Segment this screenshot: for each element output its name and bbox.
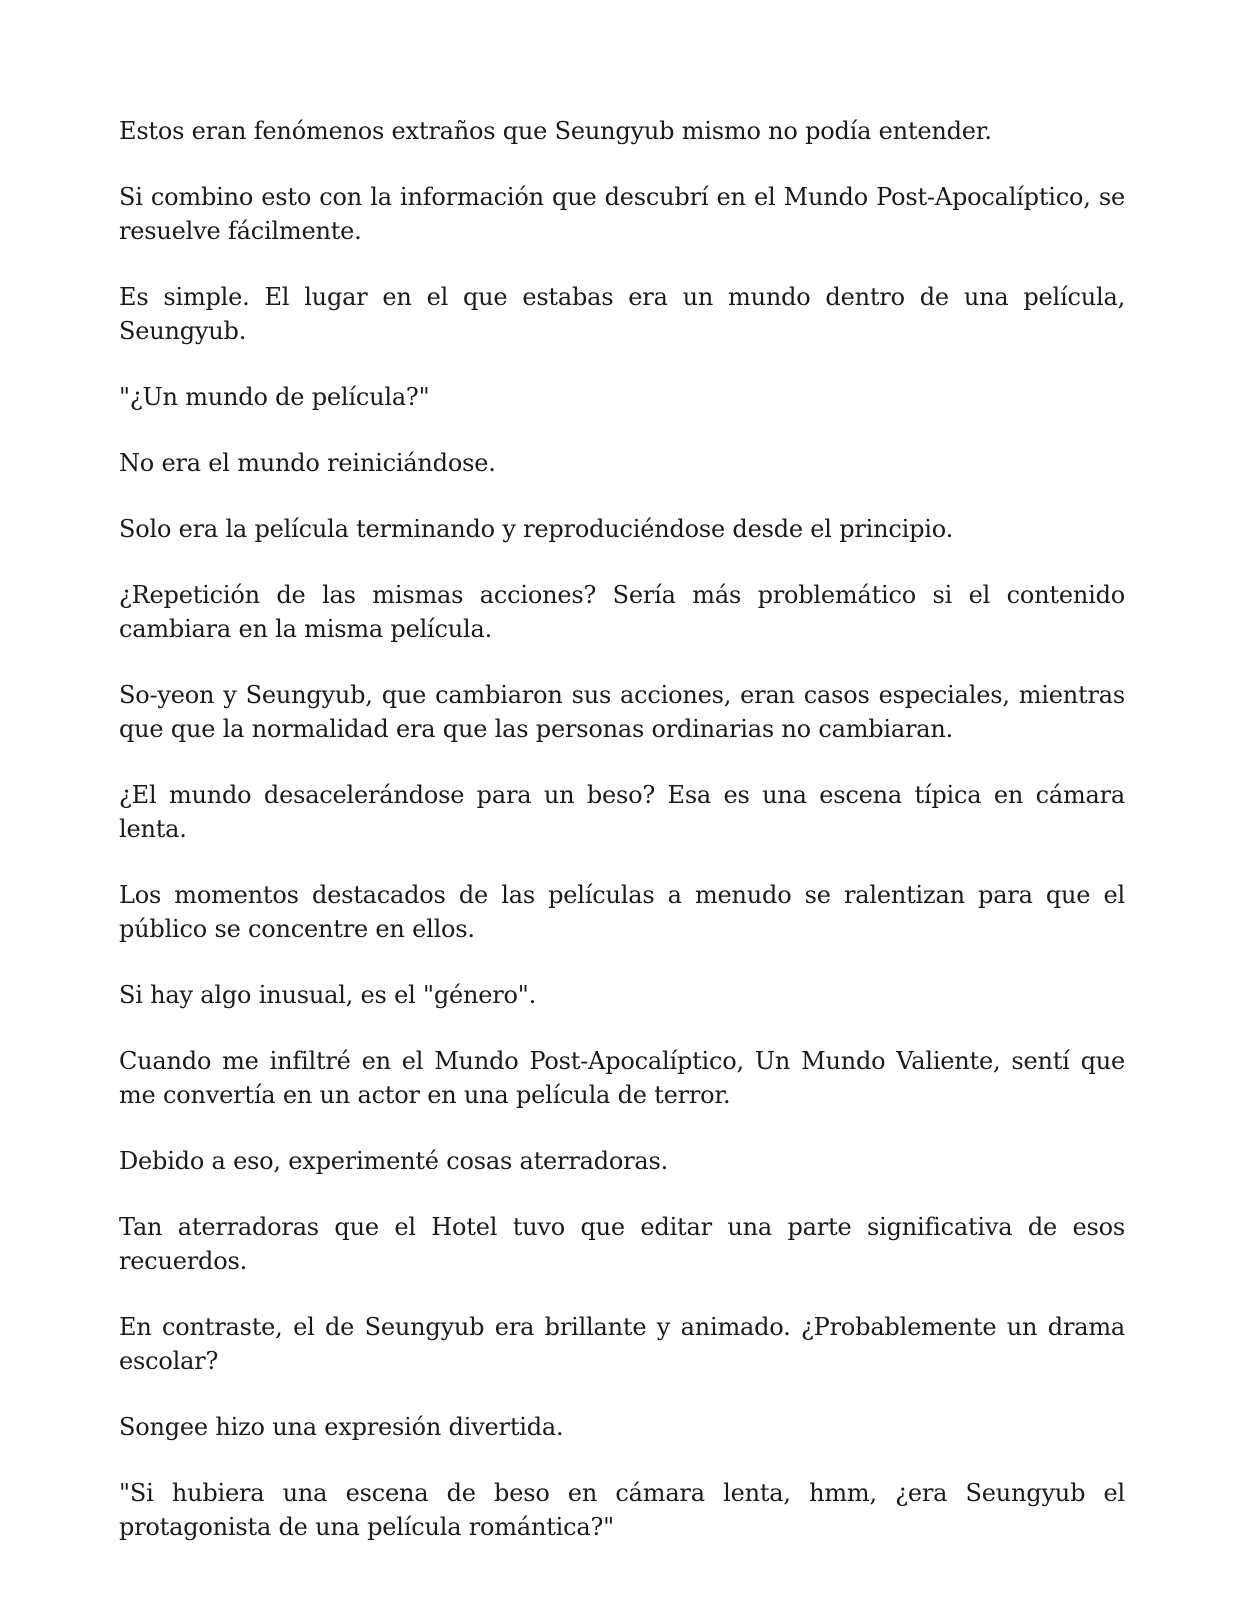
paragraph: Es simple. El lugar en el que estabas era un mundo dentro de una película, Seungyub. [119,283,1125,345]
paragraph: "¿Un mundo de película?" [119,383,430,411]
paragraph: Tan aterradoras que el Hotel tuvo que editar una parte significativa de esos recuerdos. [119,1213,1125,1275]
paragraph: Debido a eso, experimenté cosas aterradoras. [119,1147,669,1175]
paragraph: ¿El mundo desacelerándose para un beso? Esa es una escena típica en cámara lenta. [119,781,1125,843]
paragraph: Solo era la película terminando y reproduciéndose desde el principio. [119,515,953,543]
paragraph: No era el mundo reiniciándose. [119,449,496,477]
paragraph: Cuando me infiltré en el Mundo Post-Apocalíptico, Un Mundo Valiente, sentí que me convertía en un actor en una película de terror. [119,1047,1125,1109]
paragraph: Songee hizo una expresión divertida. [119,1413,564,1441]
paragraph: "Si hubiera una escena de beso en cámara lenta, hmm, ¿era Seungyub el protagonista de una película romántica?" [119,1479,1125,1541]
paragraph: Si combino esto con la información que descubrí en el Mundo Post-Apocalíptico, se resuelve fácilmente. [119,183,1125,245]
paragraph: Los momentos destacados de las películas a menudo se ralentizan para que el público se concentre en ellos. [119,881,1125,943]
paragraph: Si hay algo inusual, es el "género". [119,981,537,1009]
paragraph: So-yeon y Seungyub, que cambiaron sus acciones, eran casos especiales, mientras que que la normalidad era que las personas ordinarias no cambiaran. [119,681,1125,743]
paragraph: En contraste, el de Seungyub era brillante y animado. ¿Probablemente un drama escolar? [119,1313,1125,1375]
paragraph: Estos eran fenómenos extraños que Seungyub mismo no podía entender. [119,117,992,145]
paragraph: ¿Repetición de las mismas acciones? Sería más problemático si el contenido cambiara en la misma película. [119,581,1125,643]
document-body [119,114,1125,1544]
